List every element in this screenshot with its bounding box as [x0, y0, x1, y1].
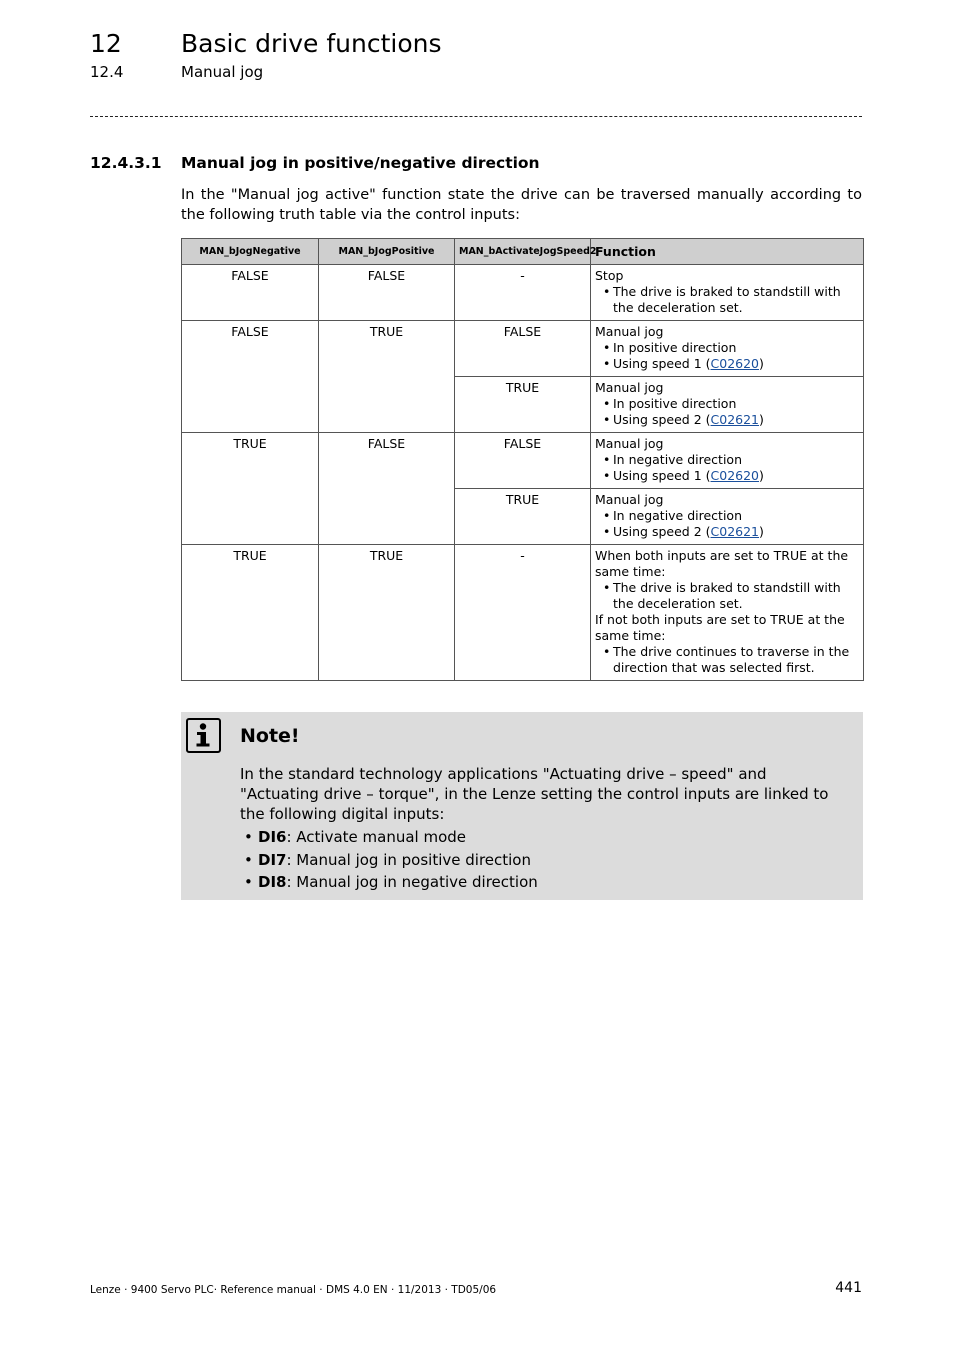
cell-jog-positive: TRUE — [319, 545, 455, 681]
list-item: • In negative direction — [613, 508, 859, 524]
column-header: MAN_bJogNegative — [182, 239, 319, 265]
intro-paragraph: In the "Manual jog active" function state the drive can be traversed manually according to the following truth table via the control inputs: — [181, 187, 862, 223]
parameter-link-c02621[interactable]: C02621 — [710, 524, 760, 539]
cell-jog-speed2: TRUE — [455, 489, 591, 545]
list-item: • DI8: Manual jog in negative direction — [240, 871, 844, 894]
table-header-row — [182, 239, 864, 265]
cell-jog-speed2: TRUE — [455, 377, 591, 433]
list-item: • In positive direction — [613, 396, 859, 412]
note-paragraph: In the standard technology applications "Actuating drive – speed" and "Actuating drive – torque", in the Lenze setting the control inputs are linked to the following digital inputs: — [240, 765, 829, 823]
footer-text: Lenze · 9400 Servo PLC· Reference manual · DMS 4.0 EN · 11/2013 · TD05/06 — [90, 1284, 497, 1296]
cell-jog-positive: FALSE — [319, 433, 455, 545]
table-row — [182, 545, 864, 681]
header-divider — [90, 116, 862, 117]
column-header: Function — [591, 239, 864, 265]
cell-jog-speed2: FALSE — [455, 433, 591, 489]
parameter-link-c02620[interactable]: C02620 — [710, 468, 760, 483]
function-title: Manual jog — [595, 380, 664, 395]
cell-jog-speed2: FALSE — [455, 321, 591, 377]
parameter-link-c02621[interactable]: C02621 — [710, 412, 760, 427]
list-item: • The drive continues to traverse in the direction that was selected first. — [613, 644, 859, 676]
table-row — [182, 321, 864, 377]
list-item: • The drive is braked to standstill with the deceleration set. — [613, 284, 859, 316]
column-header: MAN_bJogPositive — [319, 239, 455, 265]
subsection-number: 12.4.3.1 — [90, 154, 162, 172]
list-item: • Using speed 1 (C02620) — [613, 468, 859, 484]
cell-jog-speed2: - — [455, 545, 591, 681]
section-title: Manual jog — [181, 63, 264, 81]
function-title: Manual jog — [595, 436, 664, 451]
table-row — [182, 433, 864, 489]
list-item: • DI6: Activate manual mode — [240, 826, 844, 849]
truth-table — [181, 238, 864, 681]
cell-jog-negative: FALSE — [182, 321, 319, 433]
function-text: When both inputs are set to TRUE at the same time: — [595, 548, 849, 579]
cell-jog-positive: FALSE — [319, 265, 455, 321]
table-row — [182, 265, 864, 321]
chapter-title: Basic drive functions — [181, 29, 442, 58]
cell-function — [591, 433, 864, 489]
cell-function — [591, 321, 864, 377]
function-text: If not both inputs are set to TRUE at the same time: — [595, 612, 845, 643]
list-item: • Using speed 2 (C02621) — [613, 524, 859, 540]
subsection-title: Manual jog in positive/negative direction — [181, 154, 540, 172]
note-body — [240, 764, 844, 894]
function-title: Stop — [595, 268, 624, 283]
cell-jog-negative: FALSE — [182, 265, 319, 321]
list-item: • In negative direction — [613, 452, 859, 468]
list-item: • Using speed 2 (C02621) — [613, 412, 859, 428]
function-title: Manual jog — [595, 492, 664, 507]
cell-function — [591, 545, 864, 681]
chapter-number: 12 — [90, 29, 122, 58]
list-item: • Using speed 1 (C02620) — [613, 356, 859, 372]
note-list — [240, 826, 844, 894]
page-number: 441 — [835, 1280, 862, 1296]
cell-jog-negative: TRUE — [182, 433, 319, 545]
note-box — [181, 712, 863, 900]
function-title: Manual jog — [595, 324, 664, 339]
cell-function — [591, 489, 864, 545]
list-item: • DI7: Manual jog in positive direction — [240, 849, 844, 872]
column-header: MAN_bActivateJogSpeed2 — [455, 239, 591, 265]
section-number: 12.4 — [90, 63, 124, 81]
cell-function — [591, 377, 864, 433]
cell-jog-speed2: - — [455, 265, 591, 321]
note-title: Note! — [240, 725, 300, 747]
info-icon — [186, 718, 221, 753]
list-item: • In positive direction — [613, 340, 859, 356]
parameter-link-c02620[interactable]: C02620 — [710, 356, 760, 371]
cell-function — [591, 265, 864, 321]
cell-jog-positive: TRUE — [319, 321, 455, 433]
cell-jog-negative: TRUE — [182, 545, 319, 681]
list-item: • The drive is braked to standstill with the deceleration set. — [613, 580, 859, 612]
